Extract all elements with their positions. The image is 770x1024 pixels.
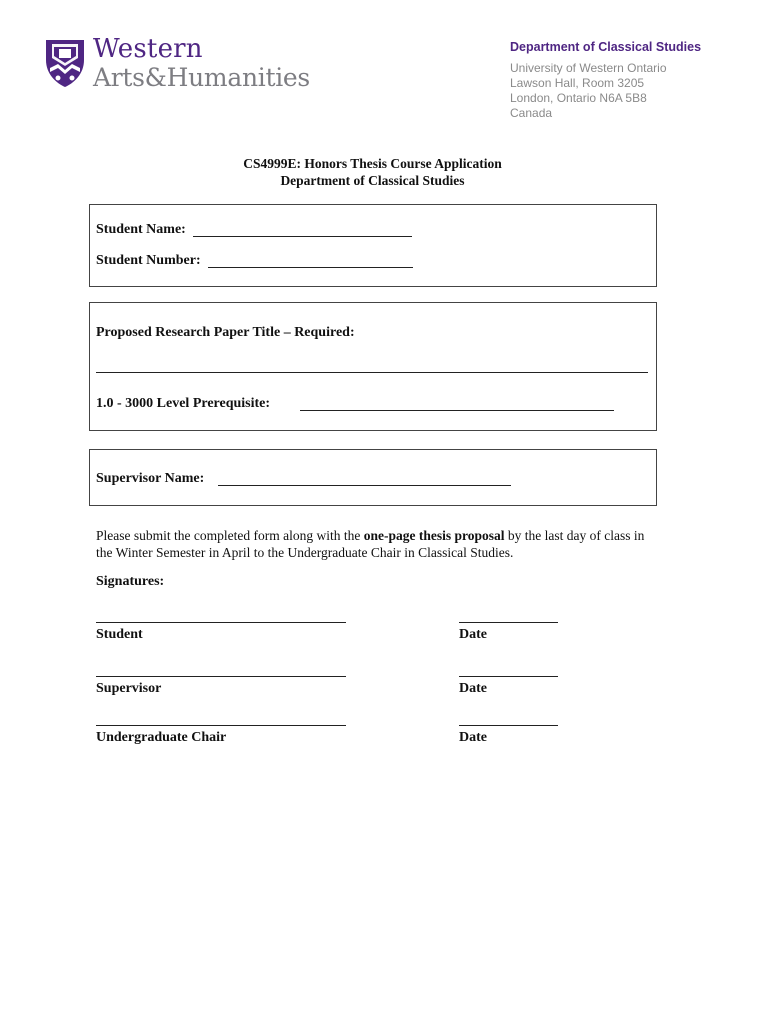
- student-signature-label: Student: [96, 627, 143, 642]
- research-title-label: Proposed Research Paper Title – Required:: [96, 325, 355, 340]
- supervisor-name-label: Supervisor Name:: [96, 471, 205, 486]
- student-date-line[interactable]: [459, 622, 558, 623]
- prerequisite-label: 1.0 - 3000 Level Prerequisite:: [96, 396, 271, 411]
- chair-date-label: Date: [459, 730, 487, 745]
- address-line-3: London, Ontario N6A 5B8: [510, 91, 647, 105]
- supervisor-date-label: Date: [459, 681, 487, 696]
- student-number-label: Student Number:: [96, 253, 201, 268]
- chair-signature-line[interactable]: [96, 725, 346, 726]
- university-shield-icon: [44, 38, 86, 88]
- research-title-field[interactable]: [96, 358, 648, 373]
- logo-wordmark-arts-humanities: Arts&Humanities: [93, 63, 310, 92]
- form-subtitle: Department of Classical Studies: [280, 173, 465, 188]
- supervisor-signature-label: Supervisor: [96, 681, 162, 696]
- department-name: Department of Classical Studies: [510, 40, 702, 54]
- signatures-heading: Signatures:: [96, 574, 165, 589]
- form-title: CS4999E: Honors Thesis Course Application: [243, 156, 502, 171]
- student-name-label: Student Name:: [96, 222, 186, 237]
- logo-wordmark-western: Western: [93, 34, 203, 64]
- address-line-4: Canada: [510, 106, 553, 120]
- supervisor-signature-line[interactable]: [96, 676, 346, 677]
- prerequisite-field[interactable]: [300, 396, 614, 411]
- student-name-field[interactable]: [193, 222, 412, 237]
- chair-date-line[interactable]: [459, 725, 558, 726]
- student-info-section: [89, 204, 657, 287]
- student-signature-line[interactable]: [96, 622, 346, 623]
- student-date-label: Date: [459, 627, 487, 642]
- supervisor-name-field[interactable]: [218, 471, 511, 486]
- student-number-field[interactable]: [208, 253, 413, 268]
- western-arts-humanities-logo: [44, 34, 324, 94]
- address-line-2: Lawson Hall, Room 3205: [510, 76, 645, 90]
- supervisor-date-line[interactable]: [459, 676, 558, 677]
- submission-instructions: Please submit the completed form along with the one-page thesis proposal by the last day of class in the Winter Semester in April to the Undergraduate Chair in Classical Studies.: [96, 528, 645, 560]
- chair-signature-label: Undergraduate Chair: [96, 730, 227, 745]
- address-line-1: University of Western Ontario: [510, 61, 667, 75]
- thesis-proposal-emphasis: one-page thesis proposal: [363, 528, 505, 543]
